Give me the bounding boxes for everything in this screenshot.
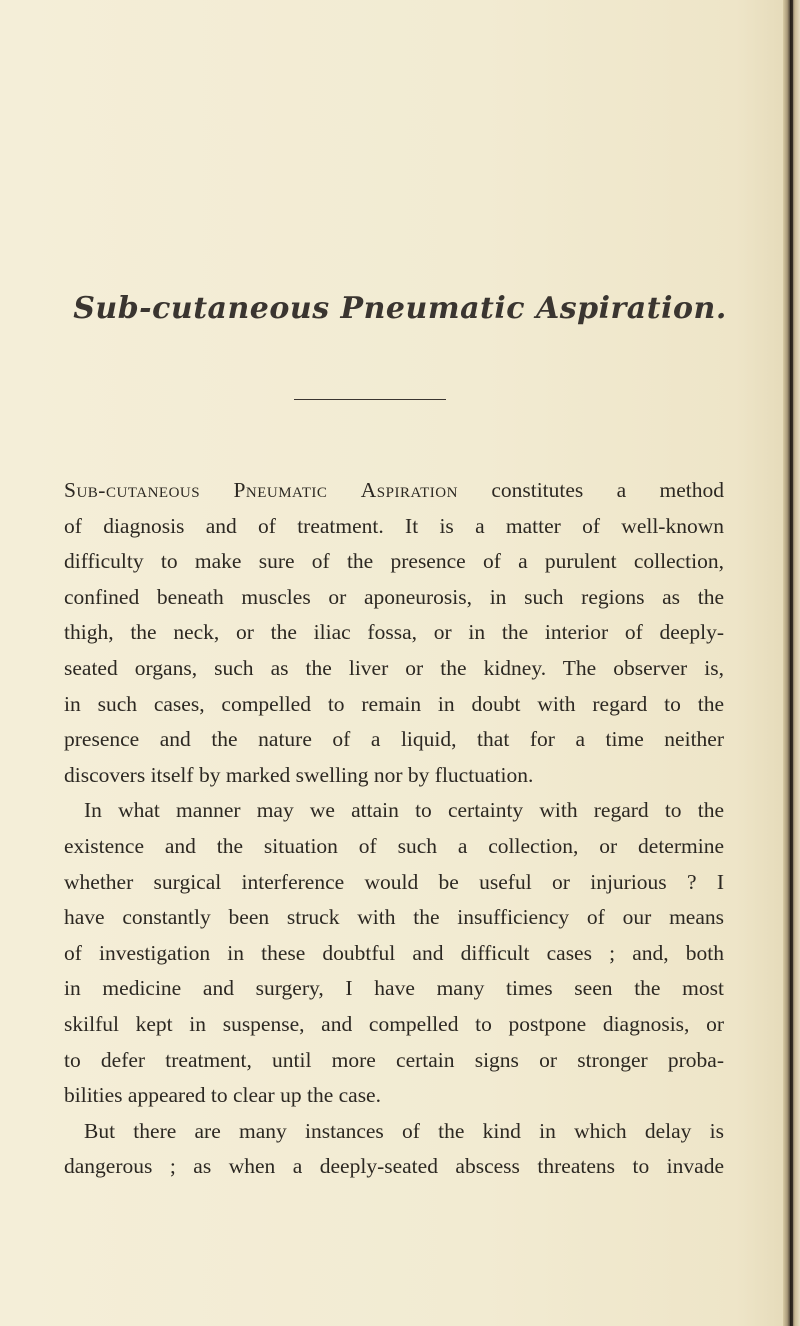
text-line: whether surgical interference would be useful or injurious ? I [64,869,724,894]
text-line: seated organs, such as the liver or the kidney. The observer is, [64,655,724,680]
text-line: have constantly been struck with the insufficiency of our means [64,905,724,930]
text-line: difficulty to make sure of the presence of a purulent collection, [64,549,724,574]
text-line: in such cases, compelled to remain in doubt with regard to the [64,691,724,716]
lead-term: Aspiration [360,478,458,502]
text-line: to defer treatment, until more certain signs or stronger proba- [64,1047,724,1072]
text-line: existence and the situation of such a collection, or determine [64,833,724,858]
title-divider [294,399,446,400]
text-line: bilities appeared to clear up the case. [64,1083,381,1108]
text-line: skilful kept in suspense, and compelled to postpone diagnosis, or [64,1011,724,1036]
text-line: dangerous ; as when a deeply-seated abscess threatens to invade [64,1154,724,1179]
text-line [64,473,724,509]
text-line: of investigation in these doubtful and difficult cases ; and, both [64,940,724,965]
text-line: But there are many instances of the kind in which delay is [84,1118,724,1143]
page-title: Sub-cutaneous Pneumatic Aspiration. [73,291,727,326]
lead-rest: constitutes a method [457,478,724,502]
lead-term: Pneumatic [233,478,328,502]
text-line: thigh, the neck, or the iliac fossa, or in the interior of deeply- [64,620,724,645]
body-text [64,473,724,1185]
text-line: discovers itself by marked swelling nor by fluctuation. [64,762,534,787]
text-line: presence and the nature of a liquid, that for a time neither [64,727,724,752]
text-line: confined beneath muscles or aponeurosis, in such regions as the [64,584,724,609]
lead-term: Sub-cutaneous [64,478,201,502]
text-line: of diagnosis and of treatment. It is a matter of well-known [64,513,724,538]
text-line: in medicine and surgery, I have many times seen the most [64,976,724,1001]
text-line: In what manner may we attain to certainty with regard to the [84,798,724,823]
binding-shadow [790,0,793,1326]
